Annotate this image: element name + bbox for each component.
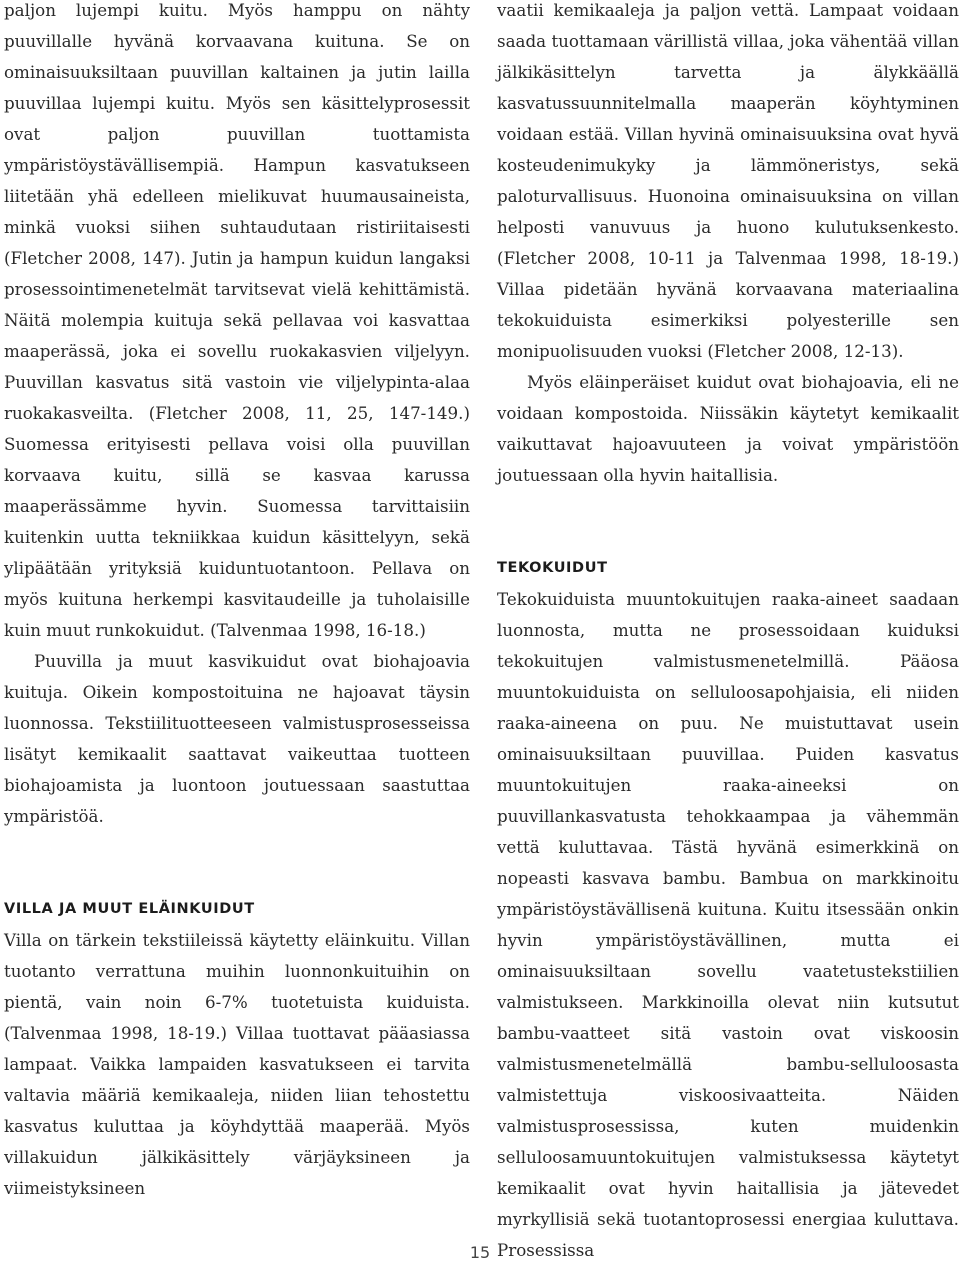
section-heading-villa: VILLA JA MUUT ELÄINKUIDUT: [4, 901, 255, 917]
section-spacer: [4, 832, 470, 894]
left-column: [4, 0, 470, 1204]
section-spacer: [497, 491, 959, 553]
body-paragraph: Puuvilla ja muut kasvikuidut ovat biohajoavia kuituja. Oikein kompostoituina ne hajoavat täysin luonnossa. Tekstiilituotteeseen valmistusprosesseissa lisätyt kemikaalit saattavat vaikeuttaa tuotteen biohajoamista ja luontoon joutuessaan saastuttaa ympäristöä.: [4, 651, 470, 826]
section-heading-tekokuidut: TEKOKUIDUT: [497, 560, 608, 576]
body-paragraph: Myös eläinperäiset kuidut ovat biohajoavia, eli ne voidaan kompostoida. Niissäkin käytetyt kemikaalit vaikuttavat hajoavuuteen ja voivat ympäristöön joutuessaan olla hyvin haitallisia.: [497, 372, 959, 485]
body-paragraph: paljon lujempi kuitu. Myös hamppu on nähty puuvillalle hyvänä korvaavana kuituna. Se on ominaisuuksiltaan puuvillan kaltainen ja jutin lailla puuvillaa lujempi kuitu. Myös sen käsittelyprosessit ovat paljon puuvillan tuottamista ympäristöystävällisempiä. Hampun kasvatukseen liitetään yhä edelleen mielikuvat huumausaineista, minkä vuoksi siihen suhtaudutaan ristiriitaisesti (Fletcher 2008, 147). Jutin ja hampun kuidun langaksi prosessointimenetelmät tarvitsevat vielä kehittämistä. Näitä molempia kuituja sekä pellavaa voi kasvattaa maaperässä, joka ei sovellu ruokakasvien viljelyyn. Puuvillan kasvatus sitä vastoin vie viljelypinta-alaa ruokakasveilta. (Fletcher 2008, 11, 25, 147-149.) Suomessa erityisesti pellava voisi olla puuvillan korvaava kuitu, sillä se kasvaa karussa maaperässämme hyvin. Suomessa tarvittaisiin kuitenkin uutta tekniikkaa kuidun käsittelyyn, sekä ylipäätään yrityksiä kuiduntuotantoon. Pellava on myös kuituna herkempi kasvitaudeille ja tuholaisille kuin muut runkokuidut. (Talvenmaa 1998, 16-18.): [4, 0, 470, 640]
page-number: 15: [469, 1243, 491, 1262]
body-paragraph: vaatii kemikaaleja ja paljon vettä. Lampaat voidaan saada tuottamaan värillistä villaa, joka vähentää villan jälkikäsittelyn tarvetta ja älykkäällä kasvatussuunnitelmalla maaperän köyhtyminen voidaan estää. Villan hyvinä ominaisuuksina ovat hyvä kosteudenimukyky ja lämmöneristys, sekä paloturvallisuus. Huonoina ominaisuuksina on villan helposti vanuvuus ja huono kulutuksenkesto. (Fletcher 2008, 10-11 ja Talvenmaa 1998, 18-19.) Villaa pidetään hyvänä korvaavana materiaalina tekokuiduista esimerkiksi polyesterille sen monipuolisuuden vuoksi (Fletcher 2008, 12-13).: [497, 0, 959, 361]
body-paragraph: Villa on tärkein tekstiileissä käytetty eläinkuitu. Villan tuotanto verrattuna muihin luonnonkuituihin on pientä, vain noin 6-7% tuotetuista kuiduista. (Talvenmaa 1998, 18-19.) Villaa tuottavat pääasiassa lampaat. Vaikka lampaiden kasvatukseen ei tarvita valtavia määriä kemikaaleja, niiden liian tehostettu kasvatus kuluttaa ja köyhdyttää maaperää. Myös villakuidun jälkikäsittely värjäyksineen ja viimeistyksineen: [4, 930, 470, 1198]
body-paragraph: Tekokuiduista muuntokuitujen raaka-aineet saadaan luonnosta, mutta ne prosessoidaan kuiduksi tekokuitujen valmistusmenetelmillä. Pääosa muuntokuiduista on selluloosapohjaisia, eli niiden raaka-aineena on puu. Ne muistuttavat usein ominaisuuksiltaan puuvillaa. Puiden kasvatus muuntokuitujen raaka-aineeksi on puuvillankasvatusta tehokkaampaa ja vähemmän vettä kuluttavaa. Tästä hyvänä esimerkkinä on nopeasti kasvava bambu. Bambua on markkinoitu ympäristöystävällisenä kuituna. Kuitu itsessään onkin hyvin ympäristöystävällinen, mutta ei ominaisuuksiltaan sovellu vaatetustekstiilien valmistukseen. Markkinoilla olevat niin kutsutut bambu-vaatteet sitä vastoin ovat viskoosin valmistusmenetelmällä bambu-selluloosasta valmistettuja viskoosivaatteita. Näiden valmistusprosessissa, kuten muidenkin selluloosamuuntokuitujen valmistuksessa käytetyt kemikaalit ovat hyvin haitallisia ja jätevedet myrkyllisiä sekä tuotantoprosessi energiaa kuluttava. Prosessissa: [497, 589, 959, 1260]
right-column: [497, 0, 959, 1266]
